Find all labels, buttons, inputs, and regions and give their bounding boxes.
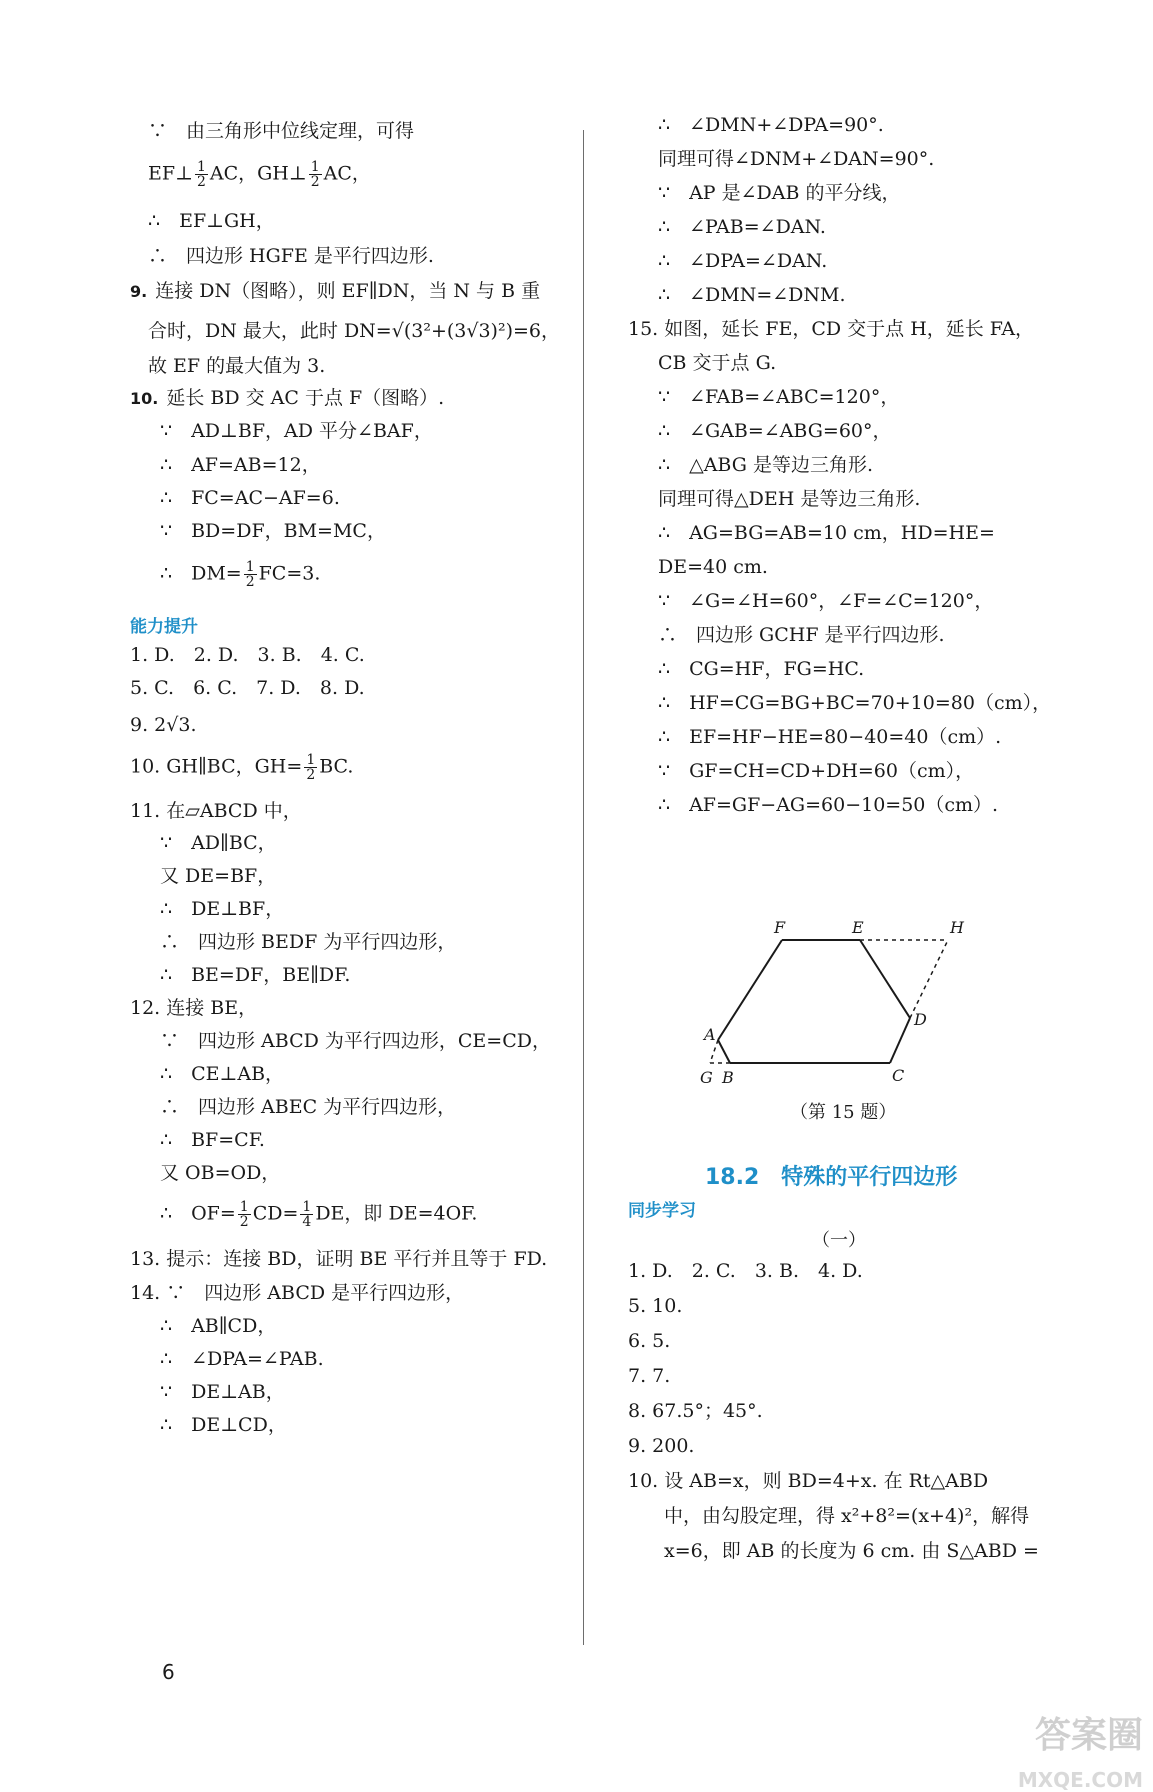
figure-dashed — [710, 940, 948, 1063]
text-line: 同理可得∠DNM+∠DAN=90°. — [658, 148, 935, 170]
text-span: ∴ OF= — [160, 1202, 236, 1225]
label-D: D — [914, 1010, 927, 1029]
text-line: 5. 10. — [628, 1295, 683, 1317]
watermark-logo: 答案圈 — [1034, 1715, 1143, 1756]
label-F: F — [774, 918, 786, 937]
page-number: 6 — [162, 1660, 175, 1684]
watermark-url: MXQE.COM — [1017, 1768, 1143, 1792]
text-line: ∴ AF=AB=12， — [160, 454, 321, 476]
segment-FA — [718, 940, 782, 1040]
text-line: 14. ∵ 四边形 ABCD 是平行四边形， — [130, 1282, 465, 1304]
text-line: 又 OB=OD， — [160, 1162, 281, 1184]
text-line: ∴ BF=CF. — [160, 1129, 265, 1151]
text-line: ∴ ∠DMN=∠DNM. — [658, 284, 846, 306]
section-heading: 同步学习 — [628, 1201, 696, 1221]
text-line: ∴ ∠DPA=∠DAN. — [658, 250, 828, 272]
segment-ED — [860, 940, 910, 1018]
text-line: ∴ DE⊥CD， — [160, 1414, 287, 1436]
text-line: 1. D. 2. D. 3. B. 4. C. — [130, 644, 365, 666]
text-line: 8. 67.5°；45°. — [628, 1400, 763, 1422]
text-line: ∴ BE=DF，BE∥DF. — [160, 964, 351, 986]
text-line: 故 EF 的最大值为 3. — [148, 355, 326, 377]
text-line: 中，由勾股定理，得 x²+8²=(x+4)²，解得 — [664, 1505, 1030, 1527]
text-line: 6. 5. — [628, 1330, 671, 1352]
text-line: ∴ ∠GAB=∠ABG=60°， — [658, 420, 892, 442]
text-line: ∵ ∠G=∠H=60°，∠F=∠C=120°， — [658, 590, 994, 612]
text-line: 13. 提示：连接 BD，证明 BE 平行并且等于 FD. — [130, 1248, 548, 1270]
text-span: CD= — [252, 1202, 299, 1225]
text-line: ∵ GF=CH=CD+DH=60（cm）， — [658, 760, 975, 782]
text-line: x=6，即 AB 的长度为 6 cm. 由 S△ABD = — [664, 1540, 1039, 1562]
text-line — [130, 385, 444, 412]
text-span: AC， — [323, 162, 371, 185]
text-line: ∵ DE⊥AB， — [160, 1381, 285, 1403]
text-line: ∴ 四边形 ABEC 为平行四边形， — [160, 1096, 457, 1118]
label-E: E — [852, 918, 864, 937]
text-line — [160, 1200, 477, 1229]
fraction — [309, 160, 322, 189]
text-line: ∴ 四边形 HGFE 是平行四边形. — [148, 245, 434, 267]
denominator: 2 — [239, 1214, 249, 1230]
fraction — [304, 753, 317, 782]
text-line: ∵ 四边形 ABCD 为平行四边形，CE=CD， — [160, 1030, 551, 1052]
text-line: ∴ EF=HF−HE=80−40=40（cm）. — [658, 726, 1002, 748]
text-line — [130, 753, 353, 782]
text-span: 连接 DN（图略），则 EF∥DN，当 N 与 B 重 — [155, 280, 541, 302]
fraction — [300, 1200, 313, 1229]
text-span: ∴ DM= — [160, 562, 242, 585]
text-line — [160, 560, 320, 589]
text-line: ∴ △ABG 是等边三角形. — [658, 454, 873, 476]
text-line: ∵ BD=DF，BM=MC， — [160, 520, 386, 542]
text-span: FC=3. — [258, 562, 321, 585]
text-line: 9. 2√3. — [130, 714, 197, 736]
numerator: 1 — [306, 752, 316, 768]
text-line: 15. 如图，延长 FE，CD 交于点 H，延长 FA， — [628, 318, 1035, 340]
fraction — [195, 160, 208, 189]
text-line: 10. 设 AB=x，则 BD=4+x. 在 Rt△ABD — [628, 1470, 989, 1492]
text-line: ∴ FC=AC−AF=6. — [160, 487, 340, 509]
label-G: G — [700, 1068, 713, 1087]
denominator: 2 — [310, 174, 320, 190]
text-span: EF — [148, 162, 176, 185]
segment-CD — [890, 1018, 910, 1063]
numerator: 1 — [310, 159, 320, 175]
fraction — [244, 560, 257, 589]
text-line: ∵ AD⊥BF，AD 平分∠BAF， — [160, 420, 433, 442]
text-span: BC. — [319, 755, 354, 778]
text-span: ⊥ — [175, 162, 193, 185]
column-divider — [583, 130, 584, 1645]
text-line: ∵ 由三角形中位线定理，可得 — [148, 120, 415, 142]
text-line: 同理可得△DEH 是等边三角形. — [658, 488, 921, 510]
text-span: ⊥ — [288, 162, 307, 185]
text-line — [130, 278, 540, 305]
figure-shape — [718, 940, 910, 1063]
text-line: 12. 连接 BE， — [130, 997, 258, 1019]
text-span: 延长 BD 交 AC 于点 F（图略）. — [166, 387, 445, 409]
question-number: 10. — [130, 389, 159, 408]
text-line: ∴ 四边形 GCHF 是平行四边形. — [658, 624, 945, 646]
fraction — [238, 1200, 251, 1229]
label-A: A — [704, 1025, 716, 1044]
text-line: ∴ ∠DMN+∠DPA=90°. — [658, 114, 884, 136]
text-line — [148, 160, 371, 189]
figure-caption: （第 15 题） — [790, 1102, 897, 1123]
text-line: ∴ EF⊥GH， — [148, 210, 275, 232]
text-line: 9. 200. — [628, 1435, 695, 1457]
numerator: 1 — [245, 559, 255, 575]
section-title: 18.2 特殊的平行四边形 — [705, 1165, 958, 1190]
denominator: 2 — [306, 767, 316, 783]
text-line: ∵ ∠FAB=∠ABC=120°， — [658, 386, 900, 408]
text-line: ∴ CE⊥AB， — [160, 1063, 285, 1085]
text-line: 11. 在▱ABCD 中， — [130, 800, 302, 822]
dashed-DH — [910, 940, 948, 1018]
text-line: ∵ AD∥BC， — [160, 832, 277, 854]
text-line: 7. 7. — [628, 1365, 671, 1387]
label-B: B — [722, 1068, 734, 1087]
denominator: 2 — [245, 574, 255, 590]
text-line: 1. D. 2. C. 3. B. 4. D. — [628, 1260, 863, 1282]
text-line: ∴ ∠PAB=∠DAN. — [658, 216, 826, 238]
numerator: 1 — [302, 1199, 312, 1215]
section-heading: 能力提升 — [130, 617, 198, 637]
label-H: H — [950, 918, 964, 937]
text-line: ∴ AF=GF−AG=60−10=50（cm）. — [658, 794, 999, 816]
question-number: 9. — [130, 282, 148, 301]
text-line: ∴ CG=HF，FG=HC. — [658, 658, 865, 680]
text-line: ∴ ∠DPA=∠PAB. — [160, 1348, 324, 1370]
text-line: ∴ 四边形 BEDF 为平行四边形， — [160, 931, 457, 953]
parallelogram-figure — [700, 915, 990, 1095]
text-line: 又 DE=BF， — [160, 865, 277, 887]
part-label: （一） — [812, 1230, 866, 1251]
text-line: ∴ AB∥CD， — [160, 1315, 277, 1337]
label-C: C — [892, 1066, 905, 1085]
text-line: ∴ DE⊥BF， — [160, 898, 285, 920]
text-span: AC，GH — [209, 162, 289, 185]
text-line: DE=40 cm. — [658, 556, 768, 578]
text-line: 合时，DN 最大，此时 DN=√(3²+(3√3)²)=6， — [148, 320, 561, 342]
numerator: 1 — [239, 1199, 249, 1215]
text-line: CB 交于点 G. — [658, 352, 777, 374]
text-span: 10. GH∥BC，GH= — [130, 755, 303, 778]
denominator: 2 — [196, 174, 206, 190]
text-line: 5. C. 6. C. 7. D. 8. D. — [130, 677, 365, 699]
text-span: DE，即 DE=4OF. — [315, 1202, 478, 1225]
text-line: ∴ AG=BG=AB=10 cm，HD=HE= — [658, 522, 995, 544]
text-line: ∴ HF=CG=BG+BC=70+10=80（cm）， — [658, 692, 1052, 714]
text-line: ∵ AP 是∠DAB 的平分线， — [658, 182, 901, 204]
numerator: 1 — [196, 159, 206, 175]
denominator: 4 — [302, 1214, 312, 1230]
segment-AB — [718, 1040, 730, 1063]
